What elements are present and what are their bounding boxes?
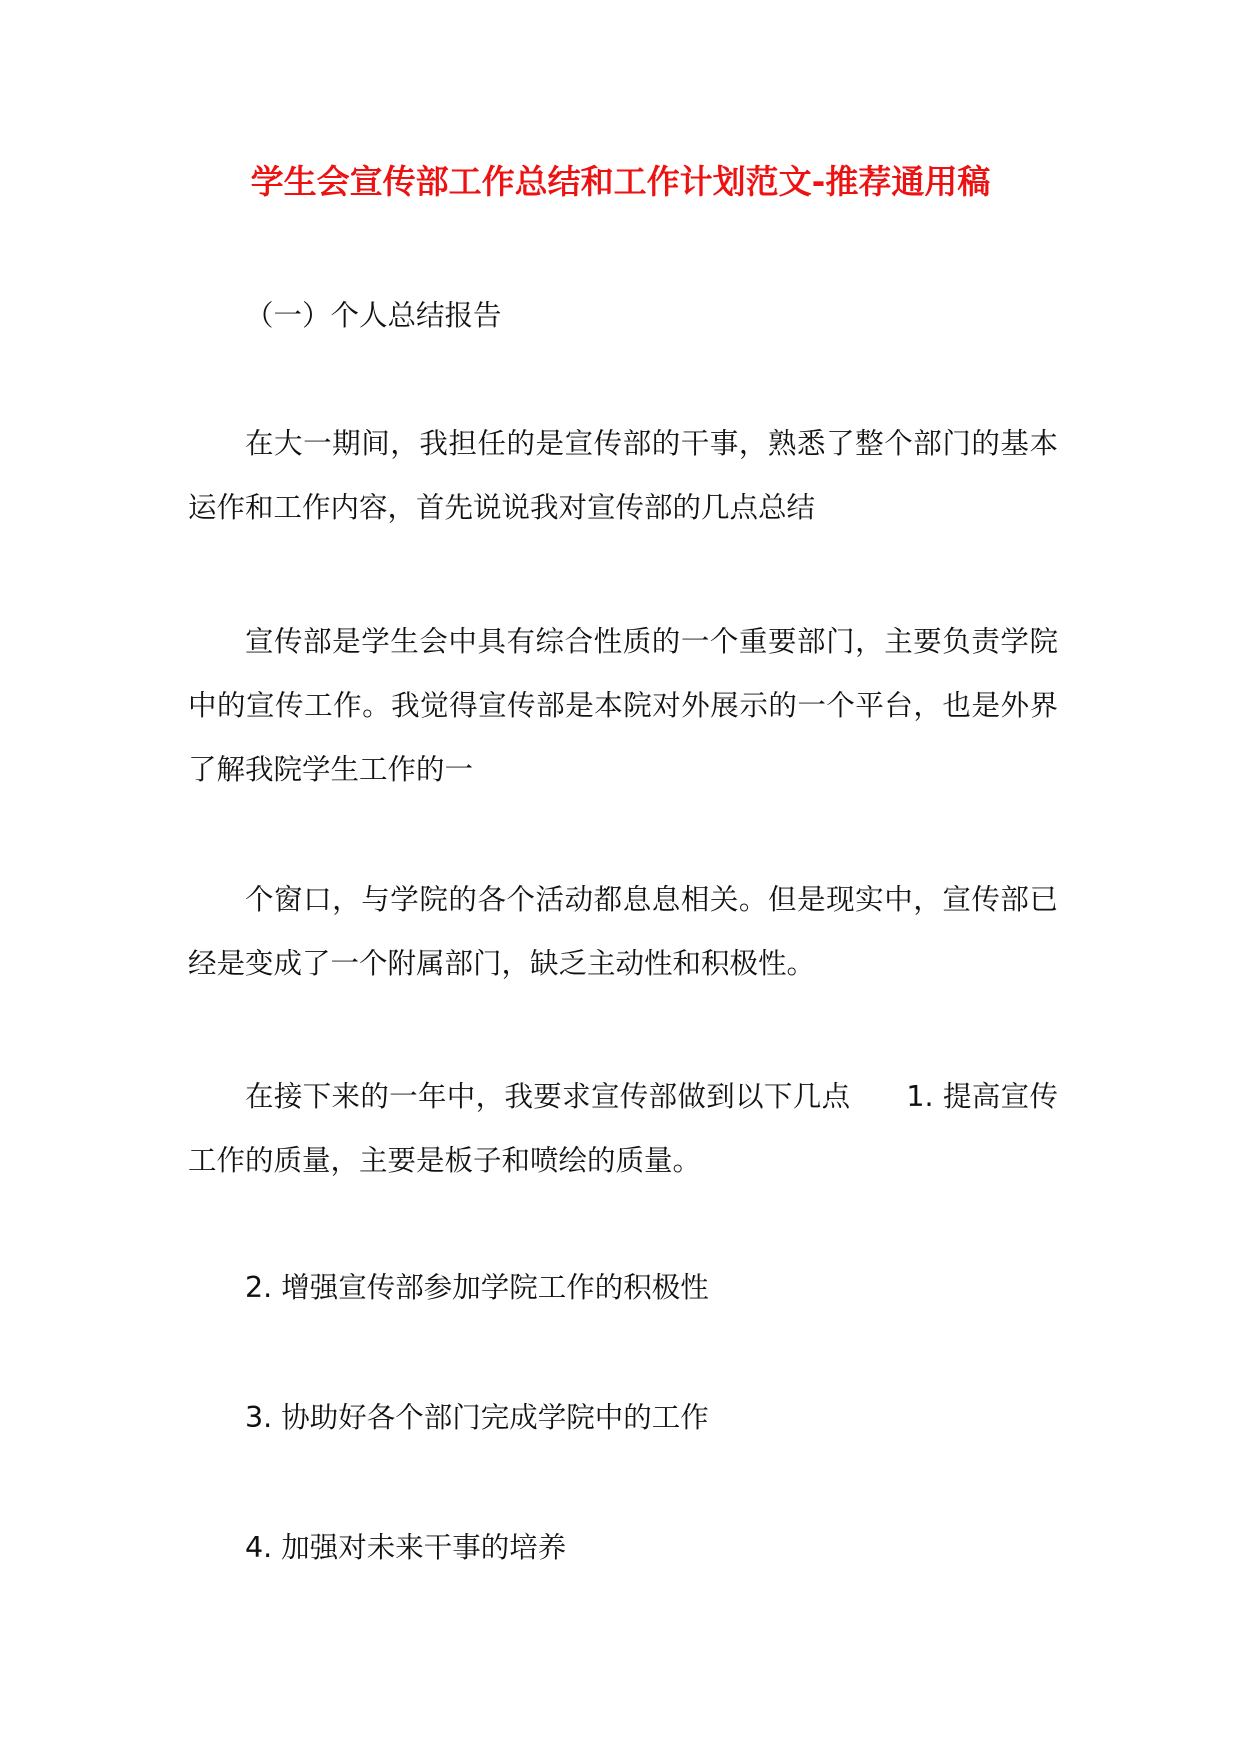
plan-item-3: 3. 协助好各个部门完成学院中的工作	[245, 1401, 709, 1434]
plan-intro: 在接下来的一年中，我要求宣传部做到以下几点	[245, 1080, 851, 1113]
plan-paragraph	[188, 1065, 1058, 1193]
plan-item-1: 1. 提高宣传工作的质量，主要是板子和喷绘的质量。	[188, 1080, 1058, 1177]
plan-item-4: 4. 加强对未来干事的培养	[245, 1531, 567, 1564]
plan-item-2: 2. 增强宣传部参加学院工作的积极性	[245, 1271, 709, 1304]
paragraph-1: 在大一期间，我担任的是宣传部的干事，熟悉了整个部门的基本运作和工作内容，首先说说我对宣传部的几点总结	[188, 427, 1058, 524]
paragraph-3: 个窗口，与学院的各个活动都息息相关。但是现实中，宣传部已经是变成了一个附属部门，缺乏主动性和积极性。	[188, 883, 1058, 980]
document-title: 学生会宣传部工作总结和工作计划范文-推荐通用稿	[250, 162, 991, 201]
section-heading: （一）个人总结报告	[245, 299, 502, 332]
paragraph-2: 宣传部是学生会中具有综合性质的一个重要部门，主要负责学院中的宣传工作。我觉得宣传部是本院对外展示的一个平台，也是外界了解我院学生工作的一	[188, 625, 1058, 786]
